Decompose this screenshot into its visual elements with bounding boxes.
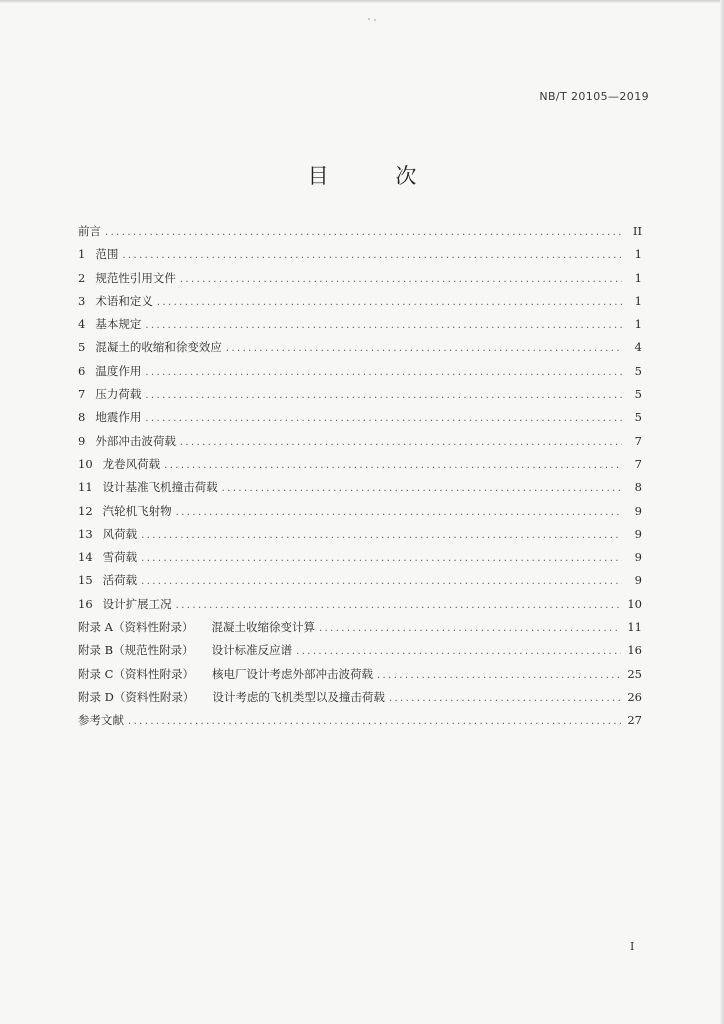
toc-leader-dots	[145, 361, 622, 384]
toc-entry[interactable]	[78, 500, 642, 523]
toc-entry-number: 3	[78, 293, 86, 308]
toc-leader-dots	[377, 664, 621, 687]
toc-entry[interactable]	[78, 243, 642, 266]
toc-entry-page: 7	[634, 456, 642, 471]
toc-entry-page: 11	[627, 620, 642, 635]
toc-entry-label: 压力荷载	[95, 387, 142, 402]
toc-leader-dots	[180, 431, 622, 454]
toc-entry-page: 10	[627, 596, 642, 611]
toc-entry-label: 核电厂设计考虑外部冲击波荷载	[211, 666, 373, 681]
toc-entry[interactable]	[78, 686, 642, 709]
toc-leader-dots	[141, 547, 622, 570]
toc-entry[interactable]	[78, 383, 642, 406]
toc-entry-page: 5	[634, 410, 642, 425]
toc-entry-number: 附录 B（规范性附录）	[78, 643, 194, 658]
toc-entry-page: 16	[627, 643, 642, 658]
toc-entry-label: 前言	[78, 224, 101, 238]
toc-entry-number: 6	[78, 363, 86, 378]
toc-leader-dots	[222, 477, 622, 500]
toc-leader-dots	[296, 640, 621, 663]
toc-entry[interactable]	[78, 709, 642, 732]
toc-leader-dots	[176, 594, 622, 617]
toc-entry-page: 1	[634, 270, 642, 285]
toc-leader-dots	[157, 291, 622, 314]
toc-entry-number: 7	[78, 387, 86, 402]
toc-leader-dots	[164, 454, 622, 477]
toc-entry-label: 外部冲击波荷载	[95, 433, 176, 448]
standard-code: NB/T 20105—2019	[539, 90, 649, 103]
toc-entry-label: 参考文献	[78, 713, 124, 728]
toc-entry-number: 附录 C（资料性附录）	[78, 666, 194, 681]
toc-entry[interactable]	[78, 476, 642, 499]
toc-entry-number: 8	[78, 410, 86, 425]
toc-entry-page: 8	[634, 480, 642, 495]
toc-leader-dots	[141, 524, 622, 547]
toc-leader-dots	[128, 710, 621, 733]
toc-entry-label: 风荷载	[102, 526, 138, 541]
toc-entry-number: 13	[78, 526, 93, 541]
toc-entry-label: 雪荷载	[102, 550, 138, 565]
toc-entry-page: 25	[627, 666, 642, 681]
toc-entry-label: 范围	[95, 247, 119, 262]
toc-entry[interactable]	[78, 430, 642, 453]
toc-entry-label: 龙卷风荷载	[102, 456, 161, 471]
toc-entry-number: 4	[78, 317, 86, 332]
toc-entry-number: 9	[78, 433, 86, 448]
toc-entry[interactable]	[78, 639, 642, 662]
scan-speck	[374, 19, 376, 21]
toc-entry-page: 9	[634, 503, 642, 518]
table-of-contents	[78, 220, 642, 733]
toc-leader-dots	[105, 221, 622, 244]
toc-entry-page: 1	[634, 247, 642, 262]
toc-entry-label: 设计标准反应谱	[211, 643, 293, 658]
toc-entry-label: 术语和定义	[95, 293, 153, 308]
toc-entry[interactable]	[78, 313, 642, 336]
toc-entry-number: 2	[78, 270, 86, 285]
toc-entry-page: 1	[634, 317, 642, 332]
toc-entry[interactable]	[78, 267, 642, 290]
toc-entry-label: 设计考虑的飞机类型以及撞击荷载	[212, 689, 385, 704]
toc-entry[interactable]	[78, 220, 642, 243]
toc-leader-dots	[319, 617, 621, 640]
scan-speck	[368, 18, 370, 20]
toc-entry[interactable]	[78, 453, 642, 476]
toc-leader-dots	[226, 337, 622, 360]
toc-entry[interactable]	[78, 546, 642, 569]
toc-entry[interactable]	[78, 360, 642, 383]
toc-leader-dots	[145, 407, 622, 430]
toc-leader-dots	[389, 687, 621, 710]
toc-entry[interactable]	[78, 569, 642, 592]
toc-entry-page: 1	[634, 293, 642, 308]
toc-entry-label: 地震作用	[95, 410, 142, 425]
toc-entry-number: 附录 D（资料性附录）	[78, 689, 195, 704]
toc-entry-page: 4	[634, 340, 642, 355]
toc-entry-page: 9	[634, 573, 642, 588]
toc-entry[interactable]	[78, 406, 642, 429]
toc-leader-dots	[176, 501, 622, 524]
toc-entry-number: 14	[78, 550, 93, 565]
toc-entry[interactable]	[78, 523, 642, 546]
toc-entry[interactable]	[78, 663, 642, 686]
toc-entry-label: 设计基准飞机撞击荷载	[102, 480, 218, 495]
toc-entry-page: 5	[634, 387, 642, 402]
toc-entry-label: 汽轮机飞射物	[102, 503, 172, 518]
toc-entry-page: 7	[634, 433, 642, 448]
toc-leader-dots	[141, 570, 622, 593]
toc-entry-label: 温度作用	[95, 363, 142, 378]
toc-entry-page: II	[632, 224, 642, 238]
toc-entry[interactable]	[78, 593, 642, 616]
footer-page-number: I	[630, 940, 635, 953]
top-edge-shadow	[0, 0, 724, 3]
toc-leader-dots	[122, 244, 622, 267]
toc-entry-page: 27	[627, 713, 642, 728]
toc-entry-label: 基本规定	[95, 317, 142, 332]
toc-entry[interactable]	[78, 336, 642, 359]
toc-entry-number: 11	[78, 480, 93, 495]
toc-entry-number: 10	[78, 456, 93, 471]
toc-entry[interactable]	[78, 616, 642, 639]
toc-leader-dots	[145, 314, 622, 337]
toc-entry-page: 5	[634, 363, 642, 378]
toc-entry-page: 9	[634, 550, 642, 565]
toc-leader-dots	[180, 268, 622, 291]
toc-entry-label: 混凝土收缩徐变计算	[211, 620, 315, 635]
toc-entry-page: 26	[627, 689, 642, 704]
right-edge-shadow	[720, 0, 724, 1024]
toc-entry-number: 5	[78, 340, 86, 355]
toc-entry-number: 12	[78, 503, 93, 518]
toc-entry-label: 混凝土的收缩和徐变效应	[95, 340, 222, 355]
toc-entry-number: 16	[78, 596, 93, 611]
toc-entry-number: 附录 A（资料性附录）	[78, 620, 194, 635]
toc-entry-number: 1	[78, 247, 86, 262]
toc-entry-label: 设计扩展工况	[102, 596, 172, 611]
toc-entry[interactable]	[78, 290, 642, 313]
page-title: 目 次	[307, 164, 447, 188]
toc-entry-label: 活荷载	[102, 573, 138, 588]
toc-leader-dots	[145, 384, 622, 407]
toc-entry-number: 15	[78, 573, 93, 588]
toc-entry-page: 9	[634, 526, 642, 541]
toc-entry-label: 规范性引用文件	[95, 270, 176, 285]
